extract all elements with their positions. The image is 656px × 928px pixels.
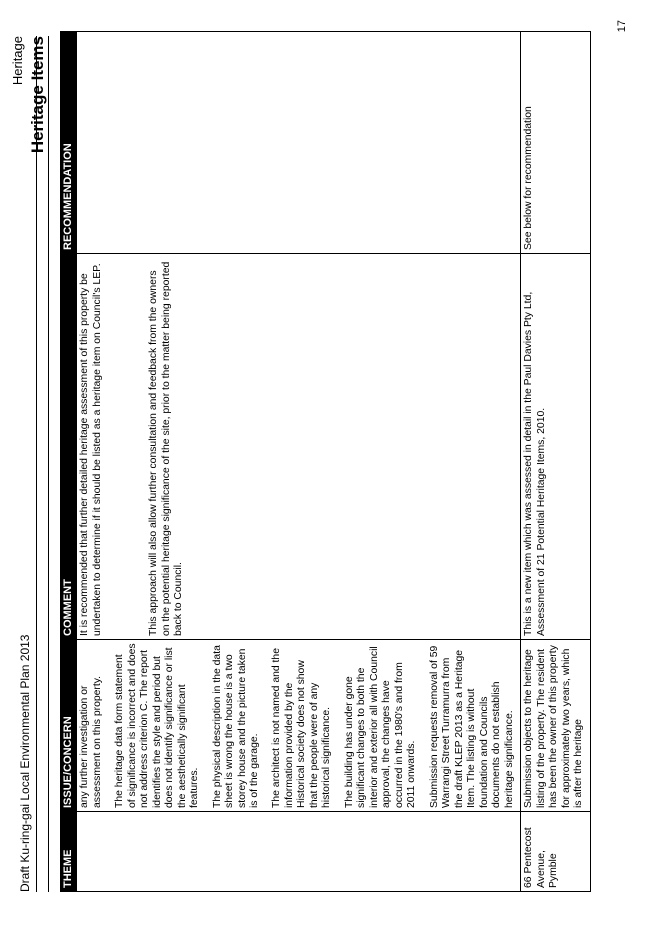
recommendation-cell: See below for recommendation — [521, 32, 590, 254]
comment-paragraph: This approach will also allow further consultation and feedback from the owners on the potential heritage significance of the site, prior to the matter being reported back to Council. — [148, 261, 185, 636]
heritage-items-table — [60, 31, 591, 892]
column-header-recommendation: RECOMMENDATION — [61, 32, 77, 254]
header-rule-top — [36, 36, 37, 892]
paragraph-gap — [114, 257, 148, 636]
column-header-theme: THEME — [61, 812, 77, 892]
comment-cell — [77, 254, 521, 640]
theme-cell — [77, 812, 521, 892]
issue-paragraph: Submission requests removal of 59 Warrangi Street Turramurra from the draft KLEP 2013 as a Heritage Item. The listing is without foundation and Councils documents do not establish heritage significance. — [428, 645, 515, 808]
page-heading: Heritage Items — [28, 36, 47, 154]
comment-cell — [521, 254, 590, 640]
column-header-issue: ISSUE/CONCERN — [61, 640, 77, 812]
theme-cell: 66 Pentecost Avenue, Pymble — [521, 812, 590, 892]
document-title: Draft Ku-ring-gai Local Environmental Plan 2013 — [18, 634, 32, 892]
issue-paragraph: The architect is not named and the information provided by the Historical society does not show that the people were of any historical significance. — [271, 648, 333, 808]
issue-paragraph: The building has under gone significant changes to both the interior and exterior all with Council approval, the changes have occurred in the 1980's and from 2011 onwards. — [343, 646, 418, 808]
issue-cell — [521, 640, 590, 812]
column-header-comment: COMMENT — [61, 254, 77, 640]
issue-paragraph: The heritage data form statement of significance is incorrect and does not address criterion C. The report identifies the style and period but does not identify significance or list the aesthetically significant features. — [114, 643, 201, 808]
issue-paragraph: The physical description in the data sheet is wrong the house is a two storey house and the picture taken is of the garage. — [211, 645, 260, 808]
comment-paragraph: It is recommended that further detailed heritage assessment of this property be undertaken to determine if it should be listed as a heritage item on Council's LEP. — [79, 263, 103, 636]
page-number: 17 — [616, 20, 628, 33]
section-label: Heritage — [10, 36, 25, 86]
issue-cell — [77, 640, 521, 812]
comment-paragraph: This is a new item which was assessed in detail in the Paul Davies Pty Ltd, Assessment of 21 Potential Heritage Items, 2010. — [523, 291, 547, 636]
issue-paragraph: any further investigation or assessment on this property. — [79, 675, 103, 808]
table-row — [77, 32, 521, 892]
recommendation-cell — [77, 32, 521, 254]
table-header-row — [61, 32, 77, 892]
table-row — [521, 32, 590, 892]
header-rule-bottom — [48, 36, 49, 892]
issue-paragraph: Submission objects to the heritage listing of the property. The resident has been the owner of this property for approximately two years, which is after the heritage — [523, 645, 585, 808]
